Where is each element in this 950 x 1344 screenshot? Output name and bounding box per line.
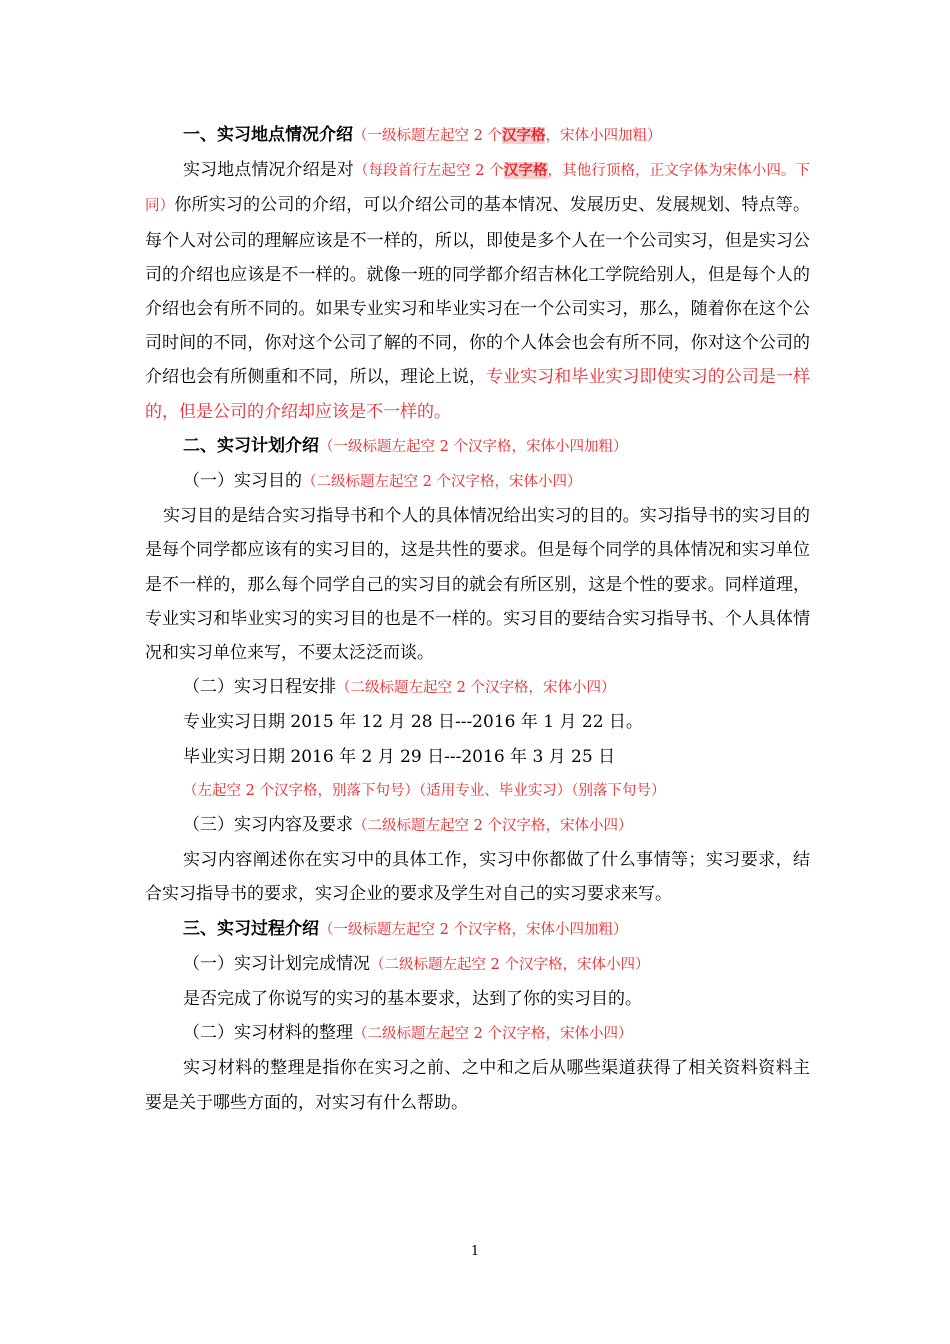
heading-2-completion bbox=[145, 947, 810, 982]
heading-1-plan bbox=[145, 429, 810, 464]
paragraph-completion: 是否完成了你说写的实习的基本要求，达到了你的实习目的。 bbox=[183, 989, 642, 1010]
format-note: （一级标题左起空 2 个汉字格，宋体小四加粗） bbox=[319, 438, 628, 455]
subheading-text: （二）实习材料的整理 bbox=[183, 1023, 353, 1044]
format-note: （二级标题左起空 2 个汉字格，宋体小四） bbox=[370, 956, 650, 973]
subheading-text: （三）实习内容及要求 bbox=[183, 815, 353, 836]
schedule-format-note: （左起空 2 个汉字格，别落下句号）（适用专业、毕业实习）（别落下句号） bbox=[183, 782, 666, 799]
heading-2-purpose bbox=[145, 464, 810, 499]
format-note: （二级标题左起空 2 个汉字格，宋体小四） bbox=[302, 474, 582, 491]
format-note: （二级标题左起空 2 个汉字格，宋体小四） bbox=[353, 1026, 633, 1043]
subheading-text: （一）实习目的 bbox=[183, 471, 302, 492]
format-note: （每段首行左起空 2 个汉字格，其他行顶格，正文字体为宋体小四。下同） bbox=[145, 162, 811, 215]
paragraph-purpose: 实习目的是结合实习指导书和个人的具体情况给出实习的目的。实习指导书的实习目的是每个同学都应该有的实习目的，这是共性的要求。但是每个同学的具体情况和实习单位是不一样的，那么每个同学自己的实习目的就会有所区别，这是个性的要求。同样道理，专业实习和毕业实习的实习目的也是不一样的。实习目的要结合实习指导书、个人具体情况和实习单位来写，不要太泛泛而谈。 bbox=[145, 506, 810, 664]
heading-2-materials bbox=[145, 1016, 810, 1051]
format-note: （一级标题左起空 2 个汉字格，宋体小四加粗） bbox=[353, 127, 662, 144]
heading-1-location bbox=[145, 118, 810, 153]
page-number: 1 bbox=[470, 1244, 480, 1259]
format-note: （二级标题左起空 2 个汉字格，宋体小四） bbox=[336, 680, 616, 697]
red-emphasis-text: 专业实习和毕业实习即使实习的公司是一样的，但是公司的介绍却应该是不一样的。 bbox=[145, 367, 811, 422]
paragraph-content: 实习内容阐述你在实习中的具体工作，实习中你都做了什么事情等；实习要求，结合实习指导书的要求，实习企业的要求及学生对自己的实习要求来写。 bbox=[145, 850, 810, 905]
heading-text: 一、实习地点情况介绍 bbox=[183, 125, 353, 145]
heading-2-schedule bbox=[145, 670, 810, 705]
format-note: （一级标题左起空 2 个汉字格，宋体小四加粗） bbox=[319, 921, 628, 938]
heading-text: 三、实习过程介绍 bbox=[183, 918, 319, 939]
heading-1-process bbox=[145, 912, 810, 947]
heading-2-content bbox=[145, 808, 810, 843]
subheading-text: （二）实习日程安排 bbox=[183, 677, 336, 698]
schedule-date-professional: 专业实习日期 2015 年 12 月 28 日---2016 年 1 月 22 日。 bbox=[183, 712, 643, 733]
paragraph-location-intro: 实习地点情况介绍是对（每段首行左起空 2 个汉字格，其他行顶格，正文字体为宋体小四。下同）你所实习的公司的介绍，可以介绍公司的基本情况、发展历史、发展规划、特点等。每个人对公司的理解应该是不一样的，所以，即使是多个人在一个公司实习，但是实习公司的介绍也应该是不一样的。就像一班的同学都介绍吉林化工学院给别人，但是每个人的介绍也会有所不同的。如果专业实习和毕业实习在一个公司实习，那么，随着你在这个公司时间的不同，你对这个公司了解的不同，你的个人体会也会有所不同，你对这个公司的介绍也会有所侧重和不同，所以，理论上说，专业实习和毕业实习即使实习的公司是一样的，但是公司的介绍却应该是不一样的。 bbox=[145, 160, 811, 422]
subheading-text: （一）实习计划完成情况 bbox=[183, 953, 370, 974]
document-body bbox=[145, 118, 810, 1120]
heading-text: 二、实习计划介绍 bbox=[183, 435, 319, 456]
schedule-date-graduation: 毕业实习日期 2016 年 2 月 29 日---2016 年 3 月 25 日 bbox=[183, 746, 616, 767]
format-note: （二级标题左起空 2 个汉字格，宋体小四） bbox=[353, 818, 633, 835]
paragraph-materials: 实习材料的整理是指你在实习之前、之中和之后从哪些渠道获得了相关资料资料主要是关于哪些方面的，对实习有什么帮助。 bbox=[145, 1058, 810, 1113]
